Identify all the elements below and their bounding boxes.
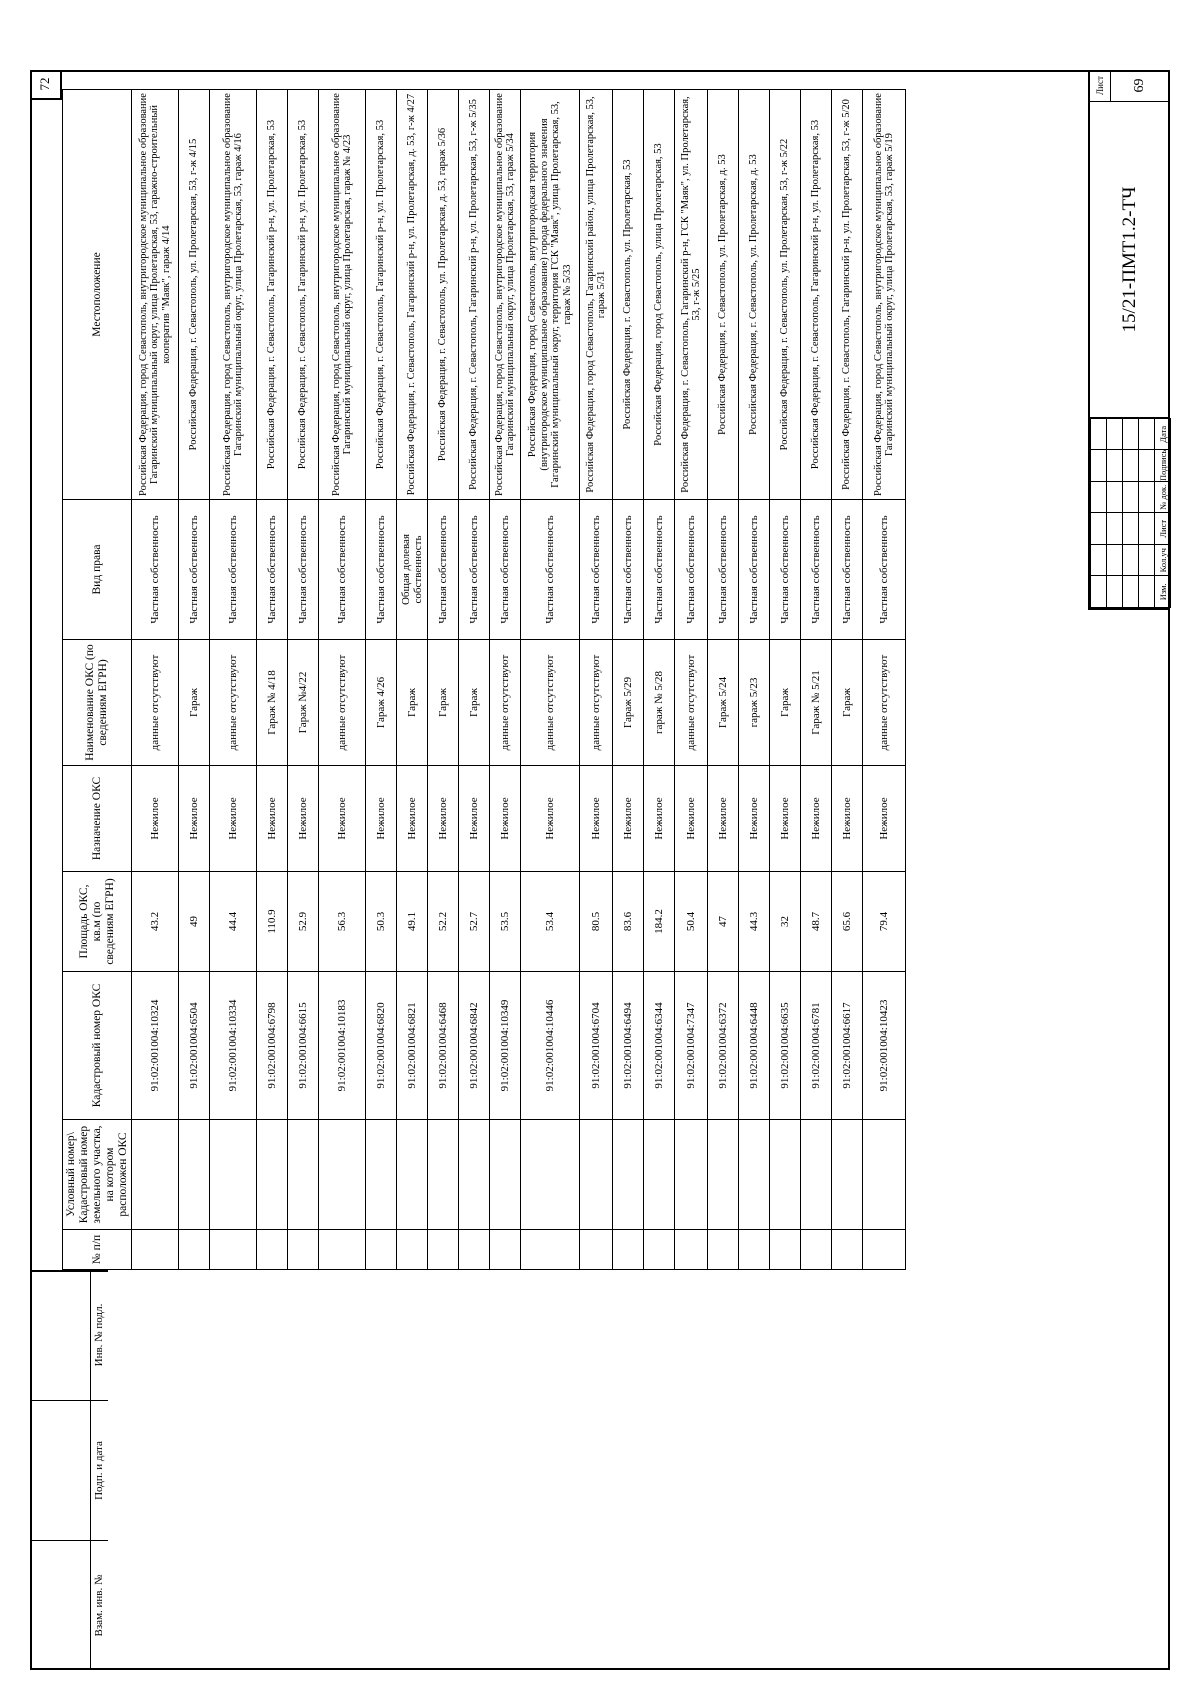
cell-name: гараж 5/23 [739, 640, 770, 766]
cell-area: 79.4 [863, 872, 906, 972]
table-row [801, 90, 832, 1270]
cell-name: Гараж № 5/21 [801, 640, 832, 766]
revision-row [1107, 419, 1123, 608]
cell-location: Российская Федерация, город Севастополь, внутригородская территория (внутригородское муниципальное образование) города федерального значения Гагаринский муниципальный округ, территория ГСК "Маяк", улица Пролетарская, 53, гараж № 5/33 [521, 90, 580, 500]
cell-area: 43.2 [132, 872, 179, 972]
sheet-number: 69 [1132, 78, 1147, 93]
cell-purpose: Нежилое [675, 766, 708, 872]
cell-area: 80.5 [580, 872, 613, 972]
revision-row [1139, 419, 1155, 608]
revision-cell: Кол.уч [1155, 545, 1171, 577]
header-purpose: Назначение ОКС [63, 766, 132, 872]
document-sheet [30, 70, 1170, 1670]
cell-cond [644, 1120, 675, 1230]
cell-num [675, 1230, 708, 1270]
cell-cond [288, 1120, 319, 1230]
cell-area: 44.3 [739, 872, 770, 972]
cell-num [397, 1230, 428, 1270]
revision-cell [1123, 513, 1139, 545]
table-body [132, 90, 906, 1270]
cell-num [179, 1230, 210, 1270]
cell-cad: 91:02:001004:6468 [428, 972, 459, 1120]
cell-cond [179, 1120, 210, 1230]
header-location: Местоположение [63, 90, 132, 500]
strip-inv-label: Инв. № подл. [90, 1270, 108, 1400]
table-row [319, 90, 366, 1270]
cell-cad: 91:02:001004:7347 [675, 972, 708, 1120]
cell-cad: 91:02:001004:6617 [832, 972, 863, 1120]
cell-right: Частная собственность [708, 500, 739, 640]
cell-name: Гараж [428, 640, 459, 766]
table-row [832, 90, 863, 1270]
cell-area: 32 [770, 872, 801, 972]
cell-cad: 91:02:001004:6821 [397, 972, 428, 1120]
cell-right: Частная собственность [179, 500, 210, 640]
cell-cad: 91:02:001004:6798 [257, 972, 288, 1120]
strip-podp [30, 1400, 108, 1540]
cell-purpose: Нежилое [739, 766, 770, 872]
header-num: № п/п [63, 1230, 132, 1270]
cell-name: Гараж [397, 640, 428, 766]
revision-cell [1139, 576, 1155, 608]
strip-vzam-label: Взам. инв. № [90, 1541, 108, 1670]
revision-cell: Дата [1155, 419, 1171, 451]
cell-name: гараж № 5/28 [644, 640, 675, 766]
cell-location: Российская Федерация, город Севастополь, Гагаринский район, улица Пролетарская, 53, гараж 5/31 [580, 90, 613, 500]
cell-cad: 91:02:001004:6615 [288, 972, 319, 1120]
cell-area: 49.1 [397, 872, 428, 972]
cell-location: Российская Федерация, г. Севастополь, ул. Пролетарская, д. 53 [739, 90, 770, 500]
cell-area: 53.5 [490, 872, 521, 972]
cell-num [257, 1230, 288, 1270]
cell-cond [675, 1120, 708, 1230]
cell-right: Частная собственность [210, 500, 257, 640]
cell-location: Российская Федерация, г. Севастополь, Гагаринский р-н, ул. Пролетарская, 53 [288, 90, 319, 500]
cell-cond [459, 1120, 490, 1230]
cell-location: Российская Федерация, город Севастополь, внутригородское муниципальное образование Гагаринский муниципальный округ, улица Пролетарская, 53, гараж 4/16 [210, 90, 257, 500]
revision-cell [1123, 482, 1139, 514]
cell-location: Российская Федерация, город Севастополь, улица Пролетарская, 53 [644, 90, 675, 500]
cell-area: 50.4 [675, 872, 708, 972]
table-row [179, 90, 210, 1270]
cell-location: Российская Федерация, г. Севастополь, Гагаринский р-н, ул. Пролетарская, 53 [257, 90, 288, 500]
cell-name: данные отсутствуют [210, 640, 257, 766]
cell-right: Частная собственность [319, 500, 366, 640]
cell-location: Российская Федерация, г. Севастополь, Гагаринский р-н, ул. Пролетарская, д. 53, г-ж 4/27 [397, 90, 428, 500]
cell-area: 110.9 [257, 872, 288, 972]
cell-cond [210, 1120, 257, 1230]
table-row [770, 90, 801, 1270]
revision-cell [1091, 576, 1107, 608]
cell-right: Частная собственность [580, 500, 613, 640]
cell-location: Российская Федерация, город Севастополь, внутригородское муниципальное образование Гагаринский муниципальный округ, улица Пролетарская, гараж № 4/23 [319, 90, 366, 500]
cell-cond [863, 1120, 906, 1230]
sheet-label: Лист [1090, 70, 1111, 101]
table-row [521, 90, 580, 1270]
table-row [459, 90, 490, 1270]
cell-location: Российская Федерация, г. Севастополь, Гагаринский р-н, ул. Пролетарская, 53 [801, 90, 832, 500]
table-row [863, 90, 906, 1270]
cell-right: Частная собственность [613, 500, 644, 640]
cell-right: Частная собственность [675, 500, 708, 640]
revision-cell [1123, 545, 1139, 577]
table-row [644, 90, 675, 1270]
cell-purpose: Нежилое [708, 766, 739, 872]
table-row [288, 90, 319, 1270]
revision-cell [1123, 419, 1139, 451]
cell-cad: 91:02:001004:6635 [770, 972, 801, 1120]
cell-right: Частная собственность [459, 500, 490, 640]
revision-cell [1123, 450, 1139, 482]
cell-num [801, 1230, 832, 1270]
cell-cond [428, 1120, 459, 1230]
revision-cell [1139, 545, 1155, 577]
revision-row [1155, 419, 1171, 608]
revision-cell: № док. [1155, 482, 1171, 514]
table-row [257, 90, 288, 1270]
cell-purpose: Нежилое [459, 766, 490, 872]
revision-cell [1107, 419, 1123, 451]
cell-num [459, 1230, 490, 1270]
cell-cad: 91:02:001004:6781 [801, 972, 832, 1120]
cell-purpose: Нежилое [490, 766, 521, 872]
cell-location: Российская Федерация, г. Севастополь, Гагаринский р-н, ул. Пролетарская, 53, г-ж 5/20 [832, 90, 863, 500]
cell-num [739, 1230, 770, 1270]
cell-right: Частная собственность [257, 500, 288, 640]
revision-cell [1091, 482, 1107, 514]
cell-name: данные отсутствуют [490, 640, 521, 766]
cell-num [288, 1230, 319, 1270]
cell-purpose: Нежилое [366, 766, 397, 872]
cell-num [613, 1230, 644, 1270]
cell-purpose: Нежилое [521, 766, 580, 872]
revision-cell [1107, 576, 1123, 608]
revision-cell: Изм. [1155, 576, 1171, 608]
revision-cell [1139, 419, 1155, 451]
cell-right: Частная собственность [521, 500, 580, 640]
cell-location: Российская Федерация, город Севастополь, внутригородское муниципальное образование Гагаринский муниципальный округ, улица Пролетарская, 53, гараж 5/34 [490, 90, 521, 500]
cell-cond [801, 1120, 832, 1230]
oks-table [62, 89, 906, 1270]
cell-right: Частная собственность [644, 500, 675, 640]
cell-purpose: Нежилое [832, 766, 863, 872]
cell-num [708, 1230, 739, 1270]
cell-cad: 91:02:001004:6504 [179, 972, 210, 1120]
table-row [613, 90, 644, 1270]
cell-num [863, 1230, 906, 1270]
cell-purpose: Нежилое [210, 766, 257, 872]
cell-purpose: Нежилое [801, 766, 832, 872]
cell-num [319, 1230, 366, 1270]
revision-cell: Подпись [1155, 450, 1171, 482]
cell-purpose: Нежилое [580, 766, 613, 872]
cell-name: Гараж [459, 640, 490, 766]
cell-cond [832, 1120, 863, 1230]
cell-cond [521, 1120, 580, 1230]
cell-cad: 91:02:001004:10446 [521, 972, 580, 1120]
cell-area: 52.7 [459, 872, 490, 972]
cell-area: 52.2 [428, 872, 459, 972]
revision-cell [1091, 513, 1107, 545]
cell-right: Частная собственность [863, 500, 906, 640]
cell-purpose: Нежилое [863, 766, 906, 872]
cell-cad: 91:02:001004:6494 [613, 972, 644, 1120]
cell-location: Российская Федерация, г. Севастополь, ул. Пролетарская, 53, г-ж 5/22 [770, 90, 801, 500]
cell-purpose: Нежилое [644, 766, 675, 872]
cell-area: 52.9 [288, 872, 319, 972]
cell-cad: 91:02:001004:6448 [739, 972, 770, 1120]
cell-name: данные отсутствуют [863, 640, 906, 766]
cell-cad: 91:02:001004:6704 [580, 972, 613, 1120]
table-row [397, 90, 428, 1270]
table-row [739, 90, 770, 1270]
cell-cad: 91:02:001004:10324 [132, 972, 179, 1120]
table-row [580, 90, 613, 1270]
cell-location: Российская Федерация, г. Севастополь, Гагаринский р-н, ул. Пролетарская, 53, г-ж 5/35 [459, 90, 490, 500]
cell-num [644, 1230, 675, 1270]
cell-right: Частная собственность [739, 500, 770, 640]
revision-row [1123, 419, 1139, 608]
cell-cond [397, 1120, 428, 1230]
cell-location: Российская Федерация, город Севастополь, внутригородское муниципальное образование Гагаринский муниципальный округ, улица Пролетарская, 53, гаражно-строительный кооператив "Маяк", гараж 4/14 [132, 90, 179, 500]
cell-cond [580, 1120, 613, 1230]
header-name: Наименование ОКС (по сведениям ЕГРН) [63, 640, 132, 766]
cell-cond [257, 1120, 288, 1230]
cell-cad: 91:02:001004:6372 [708, 972, 739, 1120]
strip-podp-label: Подп. и дата [90, 1401, 108, 1540]
cell-area: 83.6 [613, 872, 644, 972]
cell-location: Российская Федерация, г. Севастополь, Гагаринский р-н, ГСК "Маяк", ул. Пролетарская, 53, г-ж 5/25 [675, 90, 708, 500]
cell-area: 53.4 [521, 872, 580, 972]
cell-cad: 91:02:001004:6344 [644, 972, 675, 1120]
revision-cell [1139, 513, 1155, 545]
cell-num [580, 1230, 613, 1270]
revision-cell [1107, 450, 1123, 482]
side-strip [30, 1270, 108, 1670]
strip-vzam [30, 1540, 108, 1670]
cell-purpose: Нежилое [397, 766, 428, 872]
cell-area: 50.3 [366, 872, 397, 972]
revision-cell [1123, 576, 1139, 608]
revision-cell [1091, 450, 1107, 482]
cell-num [832, 1230, 863, 1270]
cell-name: данные отсутствуют [319, 640, 366, 766]
cell-purpose: Нежилое [319, 766, 366, 872]
sheet-number-box [1090, 70, 1170, 102]
cell-right: Частная собственность [366, 500, 397, 640]
cell-area: 56.3 [319, 872, 366, 972]
cell-right: Частная собственность [801, 500, 832, 640]
cell-area: 65.6 [832, 872, 863, 972]
cell-num [428, 1230, 459, 1270]
revision-cell [1091, 419, 1107, 451]
strip-inv [30, 1270, 108, 1400]
cell-location: Российская Федерация, г. Севастополь, ул. Пролетарская, д. 53 [708, 90, 739, 500]
header-right: Вид права [63, 500, 132, 640]
table-row [675, 90, 708, 1270]
document-designation: 15/21-ПМТ1.2-ТЧ [1090, 102, 1170, 418]
cell-location: Российская Федерация, г. Севастополь, ул. Пролетарская, д. 53, гараж 5/36 [428, 90, 459, 500]
cell-cond [708, 1120, 739, 1230]
cell-area: 49 [179, 872, 210, 972]
cell-right: Частная собственность [832, 500, 863, 640]
cell-name: Гараж [179, 640, 210, 766]
revision-cell [1139, 450, 1155, 482]
cell-right: Частная собственность [132, 500, 179, 640]
cell-num [366, 1230, 397, 1270]
table-row [210, 90, 257, 1270]
cell-cad: 91:02:001004:6842 [459, 972, 490, 1120]
cell-purpose: Нежилое [132, 766, 179, 872]
table-row [490, 90, 521, 1270]
cell-name: данные отсутствуют [580, 640, 613, 766]
cell-purpose: Нежилое [288, 766, 319, 872]
cell-name: Гараж 4/26 [366, 640, 397, 766]
cell-right: Частная собственность [428, 500, 459, 640]
cell-cad: 91:02:001004:10349 [490, 972, 521, 1120]
header-cond: Условный номер\ Кадастровый номер земельного участка, на котором расположен ОКС [63, 1120, 132, 1230]
revision-cell [1107, 545, 1123, 577]
cell-right: Частная собственность [490, 500, 521, 640]
cell-num [521, 1230, 580, 1270]
revision-cell: Лист [1155, 513, 1171, 545]
cell-num [132, 1230, 179, 1270]
cell-name: Гараж № 4/18 [257, 640, 288, 766]
cell-cond [490, 1120, 521, 1230]
cell-cad: 91:02:001004:10183 [319, 972, 366, 1120]
table-header-row [63, 90, 132, 1270]
cell-purpose: Нежилое [428, 766, 459, 872]
revision-row [1091, 419, 1107, 608]
cell-num [490, 1230, 521, 1270]
cell-cond [613, 1120, 644, 1230]
cell-cad: 91:02:001004:10334 [210, 972, 257, 1120]
cell-name: данные отсутствуют [521, 640, 580, 766]
cell-name: Гараж №4/22 [288, 640, 319, 766]
table-row [132, 90, 179, 1270]
cell-purpose: Нежилое [770, 766, 801, 872]
cell-right: Частная собственность [770, 500, 801, 640]
table-row [366, 90, 397, 1270]
cell-cond [132, 1120, 179, 1230]
cell-area: 48.7 [801, 872, 832, 972]
cell-area: 44.4 [210, 872, 257, 972]
cell-location: Российская Федерация, г. Севастополь, Гагаринский р-н, ул. Пролетарская, 53 [366, 90, 397, 500]
cell-num [770, 1230, 801, 1270]
cell-name: Гараж 5/29 [613, 640, 644, 766]
revision-cell [1107, 513, 1123, 545]
cell-purpose: Нежилое [179, 766, 210, 872]
cell-right: Частная собственность [288, 500, 319, 640]
page-number: 72 [30, 70, 62, 100]
cell-location: Российская Федерация, город Севастополь, внутригородское муниципальное образование Гагаринский муниципальный округ, улица Пролетарская, 53, гараж 5/19 [863, 90, 906, 500]
cell-name: Гараж 5/24 [708, 640, 739, 766]
cell-cond [366, 1120, 397, 1230]
cell-cond [739, 1120, 770, 1230]
cell-cond [319, 1120, 366, 1230]
cell-num [210, 1230, 257, 1270]
cell-cad: 91:02:001004:6820 [366, 972, 397, 1120]
header-cad: Кадастровый номер ОКС [63, 972, 132, 1120]
cell-right: Общая долевая собственность [397, 500, 428, 640]
table-row [708, 90, 739, 1270]
cell-name: Гараж [770, 640, 801, 766]
cell-name: Гараж [832, 640, 863, 766]
cell-area: 184.2 [644, 872, 675, 972]
table-row [428, 90, 459, 1270]
cell-name: данные отсутствуют [675, 640, 708, 766]
cell-purpose: Нежилое [257, 766, 288, 872]
revision-cell [1107, 482, 1123, 514]
cell-cad: 91:02:001004:10423 [863, 972, 906, 1120]
title-block [1088, 70, 1170, 610]
revision-table [1090, 418, 1171, 608]
cell-name: данные отсутствуют [132, 640, 179, 766]
cell-cond [770, 1120, 801, 1230]
cell-location: Российская Федерация, г. Севастополь, ул. Пролетарская, 53 [613, 90, 644, 500]
header-area: Площадь ОКС, кв.м (по сведениям ЕГРН) [63, 872, 132, 972]
revision-cell [1139, 482, 1155, 514]
revision-cell [1091, 545, 1107, 577]
cell-area: 47 [708, 872, 739, 972]
cell-purpose: Нежилое [613, 766, 644, 872]
cell-location: Российская Федерация, г. Севастополь, ул. Пролетарская, 53, г-ж 4/15 [179, 90, 210, 500]
